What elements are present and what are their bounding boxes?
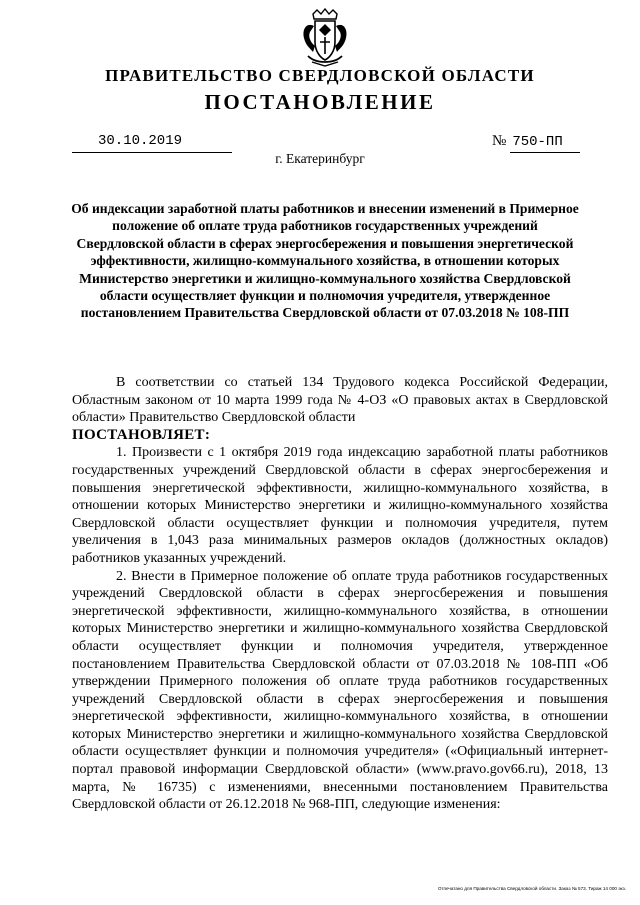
city: г. Екатеринбург [275, 151, 365, 166]
number-value: 750-ПП [512, 134, 563, 150]
print-footer: Отпечатано для Правительства Свердловской области. Заказ № 573. Тираж 14 000 экз. [437, 886, 626, 891]
number-sign: № [492, 133, 507, 149]
resolves-heading: ПОСТАНОВЛЯЕТ: [72, 426, 211, 443]
preamble: В соответствии со статьей 134 Трудового кодекса Российской Федерации, Областным законом от 10 марта 1999 года № 4-ОЗ «О правовых актах в Свердловской области» Правительство Свердловской области [72, 375, 608, 426]
item-2: 2. Внести в Примерное положение об оплате труда работников государственных учреждений Свердловской области в сферах энергосбережения и повышения энергетической эффективности, жилищно-коммунального хозяйства, в отношении которых Министерство энергетики и жилищно-коммунального хозяйства Свердловской области осуществляет функции и полномочия учредителя, утвержденное постановлением Правительства Свердловской области от 07.03.2018 № 108-ПП «Об утверждении Примерного положения об оплате труда работников государственных учреждений Свердловской области в сферах энергосбережения и повышения энергетической эффективности, жилищно-коммунального хозяйства, в отношении которых Министерство энергетики и жилищно-коммунального хозяйства Свердловской области осуществляет функции и полномочия учредителя» («Официальный интернет-портал правовой информации Свердловской области» (www.pravo.gov66.ru), 2018, 13 марта, № 16735) с изменениями, внесенными постановлением Правительства Свердловской области от 26.12.2018 № 968-ПП, следующие изменения: [72, 568, 608, 813]
document-number [492, 133, 563, 150]
item-1: 1. Произвести с 1 октября 2019 года индексацию заработной платы работников государственных учреждений Свердловской области в сферах энергосбережения и повышения энергетической эффективности, жилищно-коммунального хозяйства, в отношении которых Министерство энергетики и жилищно-коммунального хозяйства Свердловской области осуществляет функции и полномочия учредителя, путем увеличения в 1,043 раза минимальных размеров окладов (должностных окладов) работников указанных учреждений. [72, 445, 608, 566]
document-date: 30.10.2019 [98, 133, 183, 149]
document-body [72, 374, 608, 814]
document-type: ПОСТАНОВЛЕНИЕ [204, 90, 436, 114]
government-name: ПРАВИТЕЛЬСТВО СВЕРДЛОВСКОЙ ОБЛАСТИ [105, 66, 535, 85]
coat-of-arms-icon [298, 8, 352, 68]
document-title: Об индексации заработной платы работников и внесении изменений в Примерное положение об оплате труда работников государственных учреждений Свердловской области в сферах энергосбережения и повышения энергетической эффективности, жилищно-коммунального хозяйства, в отношении которых Министерство энергетики и жилищно-коммунального хозяйства Свердловской области осуществляет функции и полномочия учредителя, утвержденное постановлением Правительства Свердловской области от 07.03.2018 № 108-ПП [71, 201, 579, 321]
